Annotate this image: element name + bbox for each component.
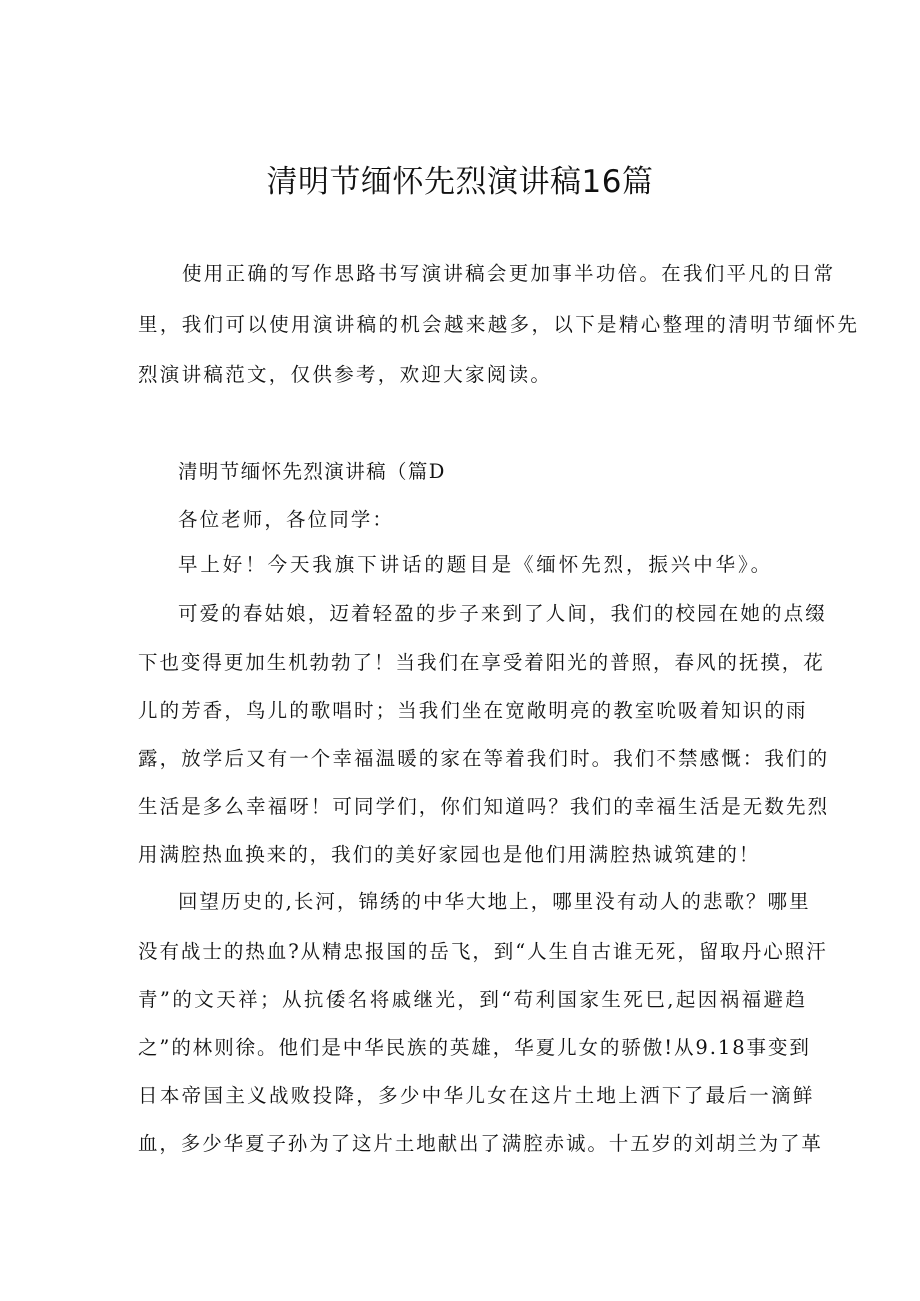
paragraph-line: 儿的芳香，鸟儿的歌唱时；当我们坐在宽敞明亮的教室吮吸着知识的雨 bbox=[138, 699, 808, 722]
paragraph-line: 日本帝国主义战败投降，多少中华儿女在这片土地上洒下了最后一滴鲜 bbox=[138, 1084, 815, 1107]
paragraph-line: 回望历史的,长河，锦绣的中华大地上，哪里没有动人的悲歌？哪里 bbox=[178, 890, 811, 913]
paragraph-line: 血，多少华夏子孙为了这片土地献出了满腔赤诚。十五岁的刘胡兰为了革 bbox=[138, 1132, 823, 1155]
paragraph-line: 青”的文天祥；从抗倭名将戚继光，到“苟利国家生死巳,起因祸福避趋 bbox=[138, 988, 808, 1011]
paragraph-line: 早上好！今天我旗下讲话的题目是《缅怀先烈，振兴中华》。 bbox=[178, 553, 774, 576]
paragraph-line: 里，我们可以使用演讲稿的机会越来越多，以下是精心整理的清明节缅怀先 bbox=[138, 313, 860, 336]
paragraph-line: 烈演讲稿范文，仅供参考，欢迎大家阅读。 bbox=[138, 363, 553, 386]
paragraph-line: 没有战士的热血?从精忠报国的岳飞，到“人生自古谁无死，留取丹心照汗 bbox=[138, 940, 828, 963]
paragraph-line: 之”的林则徐。他们是中华民族的英雄，华夏儿女的骄傲!从9.18事变到 bbox=[138, 1036, 811, 1059]
section-heading: 清明节缅怀先烈演讲稿（篇D bbox=[178, 460, 446, 483]
paragraph-line: 使用正确的写作思路书写演讲稿会更加事半功倍。在我们平凡的日常 bbox=[182, 262, 836, 285]
salutation: 各位老师，各位同学： bbox=[178, 508, 395, 531]
paragraph-line: 露，放学后又有一个幸福温暖的家在等着我们时。我们不禁感慨：我们的 bbox=[138, 747, 830, 770]
paragraph-line: 生活是多么幸福呀！可同学们，你们知道吗？我们的幸福生活是无数先烈 bbox=[138, 795, 830, 818]
paragraph-line: 可爱的春姑娘，迈着轻盈的步子来到了人间，我们的校园在她的点缀 bbox=[178, 602, 827, 625]
document-title: 清明节缅怀先烈演讲稿16篇 bbox=[266, 164, 654, 200]
paragraph-line: 下也变得更加生机勃勃了！当我们在享受着阳光的普照，春风的抚摸，花 bbox=[138, 651, 825, 674]
paragraph-line: 用满腔热血换来的，我们的美好家园也是他们用满腔热诚筑建的！ bbox=[138, 843, 761, 866]
